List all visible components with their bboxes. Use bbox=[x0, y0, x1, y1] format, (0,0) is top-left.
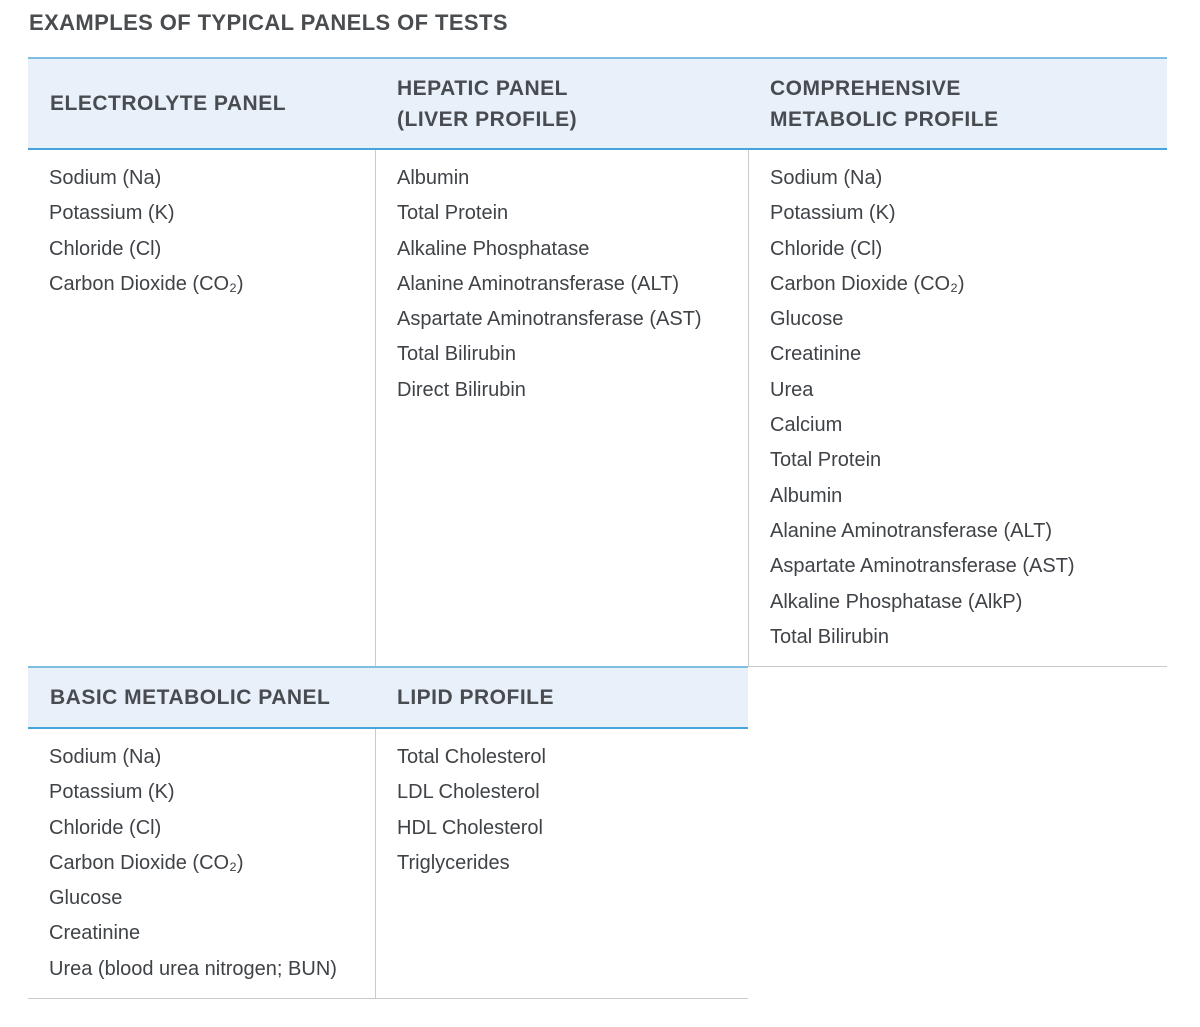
hepatic-panel-header: HEPATIC PANEL (LIVER PROFILE) bbox=[397, 77, 578, 131]
column-divider bbox=[748, 150, 749, 666]
test-item: Total Bilirubin bbox=[397, 343, 516, 366]
test-item: Glucose bbox=[770, 308, 844, 331]
electrolyte-test-list bbox=[49, 161, 244, 302]
comprehensive-test-list bbox=[770, 161, 1075, 655]
row-divider bbox=[748, 666, 1167, 667]
test-item: Creatinine bbox=[770, 343, 862, 366]
page-title: EXAMPLES OF TYPICAL PANELS OF TESTS bbox=[29, 10, 508, 35]
test-item: Aspartate Aminotransferase (AST) bbox=[770, 555, 1075, 578]
test-item: Alkaline Phosphatase bbox=[397, 237, 590, 260]
test-item: Albumin bbox=[770, 484, 843, 507]
lipid-test-list bbox=[397, 740, 546, 881]
basic-metabolic-panel-header: BASIC METABOLIC PANEL bbox=[50, 686, 331, 709]
test-item: Total Bilirubin bbox=[770, 625, 889, 648]
column-divider bbox=[375, 150, 376, 666]
test-item: Sodium (Na) bbox=[770, 167, 883, 189]
test-item: Carbon Dioxide (CO₂) bbox=[770, 272, 965, 295]
test-item: Total Protein bbox=[397, 202, 509, 225]
test-item: Urea (blood urea nitrogen; BUN) bbox=[49, 957, 337, 980]
row-divider bbox=[28, 998, 748, 999]
test-item: HDL Cholesterol bbox=[397, 816, 543, 839]
lipid-profile-header: LIPID PROFILE bbox=[397, 686, 555, 709]
test-item: Chloride (Cl) bbox=[49, 816, 162, 839]
test-item: Aspartate Aminotransferase (AST) bbox=[397, 308, 702, 331]
test-item: Sodium (Na) bbox=[49, 746, 162, 768]
test-item: Alanine Aminotransferase (ALT) bbox=[770, 519, 1052, 542]
test-item: Total Cholesterol bbox=[397, 746, 546, 768]
test-item: Creatinine bbox=[49, 922, 141, 945]
test-item: Direct Bilirubin bbox=[397, 378, 526, 401]
test-item: Potassium (K) bbox=[770, 202, 896, 225]
test-item: Carbon Dioxide (CO₂) bbox=[49, 272, 244, 295]
test-item: Chloride (Cl) bbox=[49, 237, 162, 260]
hepatic-test-list bbox=[397, 161, 702, 408]
test-item: Sodium (Na) bbox=[49, 167, 162, 189]
test-item: Chloride (Cl) bbox=[770, 237, 883, 260]
test-item: Alanine Aminotransferase (ALT) bbox=[397, 272, 679, 295]
basic-metabolic-test-list bbox=[49, 740, 337, 987]
test-item: Carbon Dioxide (CO₂) bbox=[49, 851, 244, 874]
electrolyte-panel-header: ELECTROLYTE PANEL bbox=[50, 92, 287, 115]
test-item: Potassium (K) bbox=[49, 781, 175, 804]
test-item: Total Protein bbox=[770, 449, 882, 472]
comprehensive-panel-header: COMPREHENSIVE METABOLIC PROFILE bbox=[770, 77, 999, 131]
test-item: Calcium bbox=[770, 414, 843, 437]
test-item: Glucose bbox=[49, 887, 123, 910]
test-item: LDL Cholesterol bbox=[397, 781, 540, 804]
test-item: Alkaline Phosphatase (AlkP) bbox=[770, 590, 1023, 613]
test-item: Urea bbox=[770, 378, 814, 401]
test-item: Potassium (K) bbox=[49, 202, 175, 225]
test-item: Albumin bbox=[397, 167, 470, 189]
test-item: Triglycerides bbox=[397, 851, 510, 874]
column-divider bbox=[375, 729, 376, 999]
